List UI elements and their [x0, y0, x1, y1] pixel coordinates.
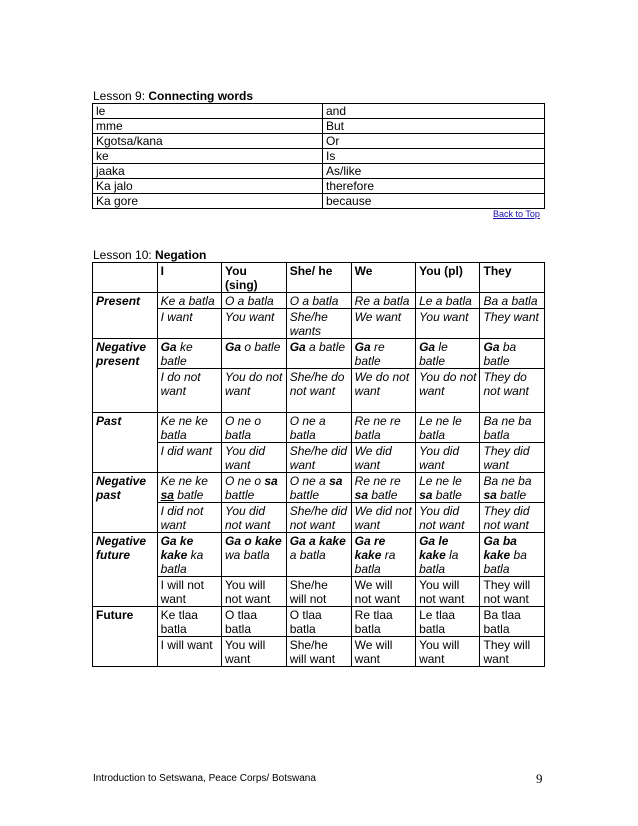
form-rest: ba batla — [483, 548, 527, 576]
negation-marker: sa — [264, 474, 278, 488]
translation-cell: They did want — [480, 443, 545, 473]
page-footer: Introduction to Setswana, Peace Corps/ Botswana — [93, 773, 316, 784]
english-cell: Is — [323, 149, 545, 164]
negation-marker: sa — [419, 488, 433, 502]
form-rest: le batle — [419, 340, 448, 368]
lesson-9-heading — [93, 89, 253, 103]
form-rest: ra batla — [354, 548, 396, 576]
form-cell — [286, 339, 351, 369]
form-cell: Le tlaa batla — [416, 607, 480, 637]
translation-cell: You do not want — [222, 369, 287, 413]
form-rest: ka batla — [160, 548, 204, 576]
translation-cell: You did not want — [222, 503, 287, 533]
form-cell: O tlaa batla — [222, 607, 287, 637]
translation-cell: She/he did not want — [286, 503, 351, 533]
form-cell: Ke a batla — [157, 293, 221, 309]
form-post: battle — [225, 488, 255, 502]
back-to-top-link[interactable]: Back to Top — [493, 209, 540, 219]
translation-cell: I will want — [157, 637, 221, 667]
negation-table — [92, 262, 545, 667]
form-cell — [480, 339, 545, 369]
form-cell — [222, 473, 287, 503]
table-row — [93, 577, 545, 607]
translation-cell: You will not want — [222, 577, 287, 607]
translation-cell: You want — [222, 309, 287, 339]
translation-cell: We want — [351, 309, 415, 339]
negation-marker: sa — [354, 488, 369, 502]
form-cell — [416, 339, 480, 369]
form-cell — [286, 533, 351, 577]
form-post: batle — [368, 488, 398, 502]
negation-marker: Ga — [225, 340, 242, 354]
form-pre: O ne a — [289, 474, 330, 488]
translation-cell: You will want — [222, 637, 287, 667]
table-row — [93, 637, 545, 667]
negation-marker: sa — [483, 488, 497, 502]
english-cell: therefore — [323, 179, 545, 194]
translation-cell: They did not want — [480, 503, 545, 533]
translation-cell: She/he will want — [286, 637, 351, 667]
form-cell — [351, 473, 415, 503]
negation-marker: Ga a kake — [289, 534, 346, 548]
translation-cell: We did want — [351, 443, 415, 473]
translation-cell: You did not want — [416, 503, 480, 533]
form-cell: Ke ne ke batla — [157, 413, 221, 443]
lesson-10-title: Negation — [155, 248, 207, 262]
form-rest: wa batla — [225, 548, 270, 562]
form-rest: o batle — [241, 340, 281, 354]
header-row — [93, 263, 545, 293]
row-label: Present — [93, 293, 158, 339]
form-cell: O a batla — [286, 293, 351, 309]
negation-marker: Ga ke kake — [160, 534, 194, 562]
negation-marker: Ga o kake — [225, 534, 282, 548]
negation-marker: sa — [160, 488, 174, 502]
form-cell — [222, 339, 287, 369]
translation-cell: You will not want — [416, 577, 480, 607]
form-cell — [222, 533, 287, 577]
form-cell: Ba ne ba batla — [480, 413, 545, 443]
form-cell: Re tlaa batla — [351, 607, 415, 637]
row-label: Negative present — [93, 339, 158, 413]
form-post: batle — [173, 488, 204, 502]
table-row — [93, 164, 545, 179]
header-cell: You (pl) — [416, 263, 480, 293]
form-cell: O a batla — [222, 293, 287, 309]
translation-cell: I did not want — [157, 503, 221, 533]
form-cell: Ba tlaa batla — [480, 607, 545, 637]
english-cell: because — [323, 194, 545, 209]
lesson-9-title: Connecting words — [148, 89, 254, 103]
negation-marker: Ga — [354, 340, 371, 354]
translation-cell: We will want — [351, 637, 415, 667]
form-pre: Re ne re — [354, 474, 401, 488]
negation-marker: Ga — [289, 340, 306, 354]
header-cell: She/ he — [286, 263, 351, 293]
form-cell — [351, 339, 415, 369]
form-rest: ba batle — [483, 340, 517, 368]
table-row — [93, 533, 545, 577]
setswana-cell: jaaka — [93, 164, 323, 179]
form-cell: O ne a batla — [286, 413, 351, 443]
form-cell — [416, 533, 480, 577]
form-rest: a batla — [289, 548, 326, 562]
form-cell: O tlaa batla — [286, 607, 351, 637]
form-post: battle — [289, 488, 320, 502]
form-cell — [157, 533, 221, 577]
table-row — [93, 293, 545, 309]
english-cell: and — [323, 104, 545, 119]
form-cell: Re a batla — [351, 293, 415, 309]
table-row — [93, 473, 545, 503]
form-pre: Le ne le — [419, 474, 462, 488]
negation-marker: Ga ba kake — [483, 534, 517, 562]
lesson-9-prefix: Lesson 9: — [93, 89, 149, 103]
row-label: Past — [93, 413, 158, 473]
translation-cell: They want — [480, 309, 545, 339]
setswana-cell: Ka gore — [93, 194, 323, 209]
english-cell: As/like — [323, 164, 545, 179]
form-post: batle — [496, 488, 527, 502]
form-rest: a batle — [305, 340, 346, 354]
negation-marker: Ga re kake — [354, 534, 386, 562]
translation-cell: You will want — [416, 637, 480, 667]
english-cell: But — [323, 119, 545, 134]
translation-cell: We do not want — [351, 369, 415, 413]
form-cell — [480, 533, 545, 577]
row-label: Future — [93, 607, 158, 667]
table-row — [93, 194, 545, 209]
form-rest: la batla — [419, 548, 459, 576]
page-number: 9 — [536, 771, 543, 786]
translation-cell: I want — [157, 309, 221, 339]
table-row — [93, 443, 545, 473]
table-row — [93, 503, 545, 533]
negation-marker: Ga le kake — [419, 534, 449, 562]
form-cell — [286, 473, 351, 503]
translation-cell: She/he do not want — [286, 369, 351, 413]
form-cell: Le ne le batla — [416, 413, 480, 443]
translation-cell: I did want — [157, 443, 221, 473]
header-cell: They — [480, 263, 545, 293]
row-label: Negative past — [93, 473, 158, 533]
negation-marker: Ga — [483, 340, 500, 354]
form-cell — [351, 533, 415, 577]
header-cell — [93, 263, 158, 293]
translation-cell: You want — [416, 309, 480, 339]
english-cell: Or — [323, 134, 545, 149]
translation-cell: I will not want — [157, 577, 221, 607]
setswana-cell: Kgotsa/kana — [93, 134, 323, 149]
form-rest: re batle — [354, 340, 385, 368]
form-pre: Ba ne ba — [483, 474, 532, 488]
translation-cell: They do not want — [480, 369, 545, 413]
translation-cell: You did want — [416, 443, 480, 473]
translation-cell: They will want — [480, 637, 545, 667]
form-cell: Ba a batla — [480, 293, 545, 309]
form-rest: ke batle — [160, 340, 193, 368]
setswana-cell: ke — [93, 149, 323, 164]
form-cell: Le a batla — [416, 293, 480, 309]
form-cell — [157, 473, 221, 503]
header-cell: You (sing) — [222, 263, 287, 293]
form-cell: O ne o batla — [222, 413, 287, 443]
translation-cell: You did want — [222, 443, 287, 473]
table-row — [93, 607, 545, 637]
header-cell: I — [157, 263, 221, 293]
setswana-cell: Ka jalo — [93, 179, 323, 194]
translation-cell: She/he will not — [286, 577, 351, 607]
table-row — [93, 119, 545, 134]
translation-cell: We will not want — [351, 577, 415, 607]
table-row — [93, 369, 545, 413]
form-cell — [416, 473, 480, 503]
translation-cell: They will not want — [480, 577, 545, 607]
form-post: batle — [432, 488, 462, 502]
header-cell: We — [351, 263, 415, 293]
form-pre: Ke ne ke — [160, 474, 208, 488]
table-row — [93, 339, 545, 369]
table-row — [93, 179, 545, 194]
translation-cell: I do not want — [157, 369, 221, 413]
negation-marker: Ga — [160, 340, 177, 354]
form-cell — [157, 339, 221, 369]
form-cell — [480, 473, 545, 503]
table-row — [93, 104, 545, 119]
negation-marker: Ga — [419, 340, 436, 354]
connecting-words-table — [92, 103, 545, 209]
negation-marker: sa — [329, 474, 343, 488]
row-label: Negative future — [93, 533, 158, 607]
lesson-10-heading — [93, 248, 206, 262]
form-cell: Ke tlaa batla — [157, 607, 221, 637]
translation-cell: She/he wants — [286, 309, 351, 339]
form-pre: O ne o — [225, 474, 265, 488]
table-row — [93, 413, 545, 443]
lesson-10-prefix: Lesson 10: — [93, 248, 156, 262]
table-row — [93, 309, 545, 339]
setswana-cell: le — [93, 104, 323, 119]
translation-cell: She/he did want — [286, 443, 351, 473]
table-row — [93, 149, 545, 164]
translation-cell: You do not want — [416, 369, 480, 413]
setswana-cell: mme — [93, 119, 323, 134]
table-row — [93, 134, 545, 149]
form-cell: Re ne re batla — [351, 413, 415, 443]
translation-cell: We did not want — [351, 503, 415, 533]
